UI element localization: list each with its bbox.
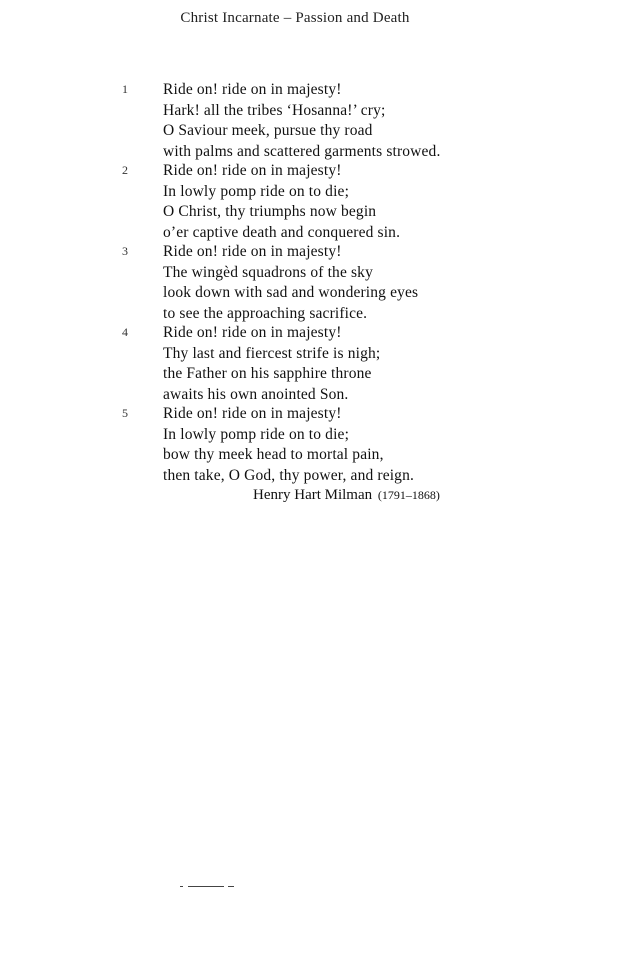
verse-number: 2 [122,163,128,177]
hymn-line: then take, O God, thy power, and reign. [163,466,415,484]
stanza-lines [163,404,414,486]
hymn-line: O Christ, thy triumphs now begin [163,203,377,220]
hymn-line: Ride on! ride on in majesty! [163,405,342,422]
stanza-lines [163,80,440,162]
hymn-line: look down with sad and wondering eyes [163,284,419,301]
hymn-line: The wingèd squadrons of the sky [163,263,373,281]
hymn-line: to see the approaching sacrifice. [163,304,368,322]
author-attribution [253,487,440,504]
footer-rule [180,886,235,888]
hymn-line: o’er captive death and conquered sin. [163,223,401,241]
hymn-line: In lowly pomp ride on to die; [163,425,350,443]
hymn-line: bow thy meek head to mortal pain, [163,446,384,463]
hymn-line: the Father on his sapphire throne [163,365,372,382]
hymn-line: Hark! all the tribes ‘Hosanna!’ cry; [163,101,386,119]
verse-number: 5 [122,406,128,420]
page-header-title: Christ Incarnate – Passion and Death [180,10,410,26]
hymn-line: with palms and scattered garments strowed. [163,142,441,160]
stanza-lines [163,242,418,324]
footer-rule-dash [188,886,224,887]
hymn-line: O Saviour meek, pursue thy road [163,122,373,139]
hymn-line: Thy last and fiercest strife is nigh; [163,344,381,362]
hymn-line: In lowly pomp ride on to die; [163,182,350,200]
hymn-line: Ride on! ride on in majesty! [163,81,342,98]
author-dates: (1791–1868) [377,488,440,502]
verse-number: 4 [122,325,128,339]
stanza-lines [163,323,380,405]
footer-rule-dash [228,886,234,887]
hymn-line: Ride on! ride on in majesty! [163,324,342,341]
hymn-line: Ride on! ride on in majesty! [163,162,342,179]
stanza-lines [163,161,400,243]
verse-number: 3 [122,244,128,258]
author-name: Henry Hart Milman [253,487,373,503]
hymn-line: awaits his own anointed Son. [163,385,349,403]
footer-rule-dot [180,886,183,887]
hymn-line: Ride on! ride on in majesty! [163,243,342,260]
verse-number: 1 [122,82,128,96]
